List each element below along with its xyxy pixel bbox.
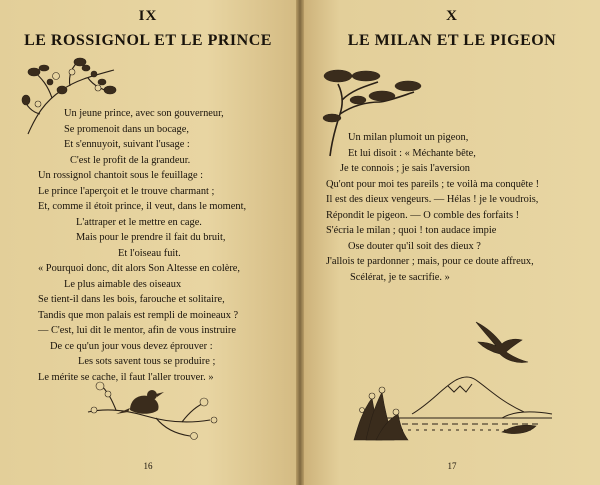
poem-line: Qu'ont pour moi tes pareils ; te voilà ma conquête ! [326, 178, 540, 190]
poem-line: Mais pour le prendre il fait du bruit, [76, 232, 226, 243]
poem-line: De ce qu'un jour vous devez éprouver : [50, 340, 213, 352]
poem-line: Et s'ennuyoit, suivant l'usage : [64, 139, 190, 150]
right-poem-text [326, 130, 594, 285]
right-chapter-title: LE MILAN ET LE PIGEON [347, 32, 557, 49]
poem-line: « Pourquoi donc, dit alors Son Altesse en colère, [38, 263, 241, 274]
poem-line: Un jeune prince, avec son gouverneur, [64, 108, 224, 119]
poem-line: Tandis que mon palais est rempli de moineaux ? [38, 309, 239, 321]
poem-line: Le prince l'aperçoit et le trouve charmant ; [38, 185, 215, 197]
left-chapter-title: LE ROSSIGNOL ET LE PRINCE [24, 32, 272, 49]
left-page [0, 0, 296, 485]
poem-line: Se promenoit dans un bocage, [64, 123, 189, 135]
poem-line: Le mérite se cache, il faut l'aller trouver. » [38, 371, 214, 383]
right-chapter-numeral: X [446, 8, 458, 24]
poem-line: Scélérat, je te sacrifie. » [350, 271, 450, 283]
left-page-number: 16 [143, 461, 153, 471]
poem-line: Un milan plumoit un pigeon, [348, 132, 469, 143]
poem-line: Et lui disoit : « Méchante bête, [348, 147, 476, 159]
poem-line: — C'est, lui dit le mentor, afin de vous instruire [38, 325, 236, 336]
poem-line: Un rossignol chantoit sous le feuillage : [38, 170, 204, 181]
poem-line: J'allois te pardonner ; mais, pour ce doute affreux, [326, 256, 534, 267]
poem-line: Le plus aimable des oiseaux [64, 278, 182, 290]
right-page-number: 17 [447, 461, 457, 471]
left-chapter-numeral: IX [138, 8, 158, 24]
right-page [304, 0, 600, 485]
poem-line: Et l'oiseau fuit. [118, 247, 181, 259]
poem-line: Ose douter qu'il soit des dieux ? [348, 240, 481, 252]
flying-bird-illustration [472, 318, 532, 368]
poem-line: Et, comme il étoit prince, il veut, dans le moment, [38, 201, 247, 212]
mount-fuji-landscape-illustration [352, 362, 562, 442]
poem-line: L'attraper et le mettre en cage. [76, 216, 202, 228]
bird-on-branch-illustration [86, 376, 226, 440]
left-poem-text [38, 106, 288, 385]
poem-line: Il est des dieux vengeurs. — Hélas ! je le voudrois, [326, 194, 539, 205]
poem-line: Les sots savent tous se produire ; [78, 356, 216, 367]
poem-line: C'est le profit de la grandeur. [70, 154, 191, 166]
book-gutter [296, 0, 304, 485]
poem-line: Répondit le pigeon. — O comble des forfaits ! [326, 209, 520, 221]
poem-line: Se tient-il dans les bois, farouche et solitaire, [38, 294, 225, 305]
poem-line: Je te connois ; je sais l'aversion [340, 163, 470, 174]
poem-line: S'écria le milan ; quoi ! ton audace impie [326, 225, 497, 236]
